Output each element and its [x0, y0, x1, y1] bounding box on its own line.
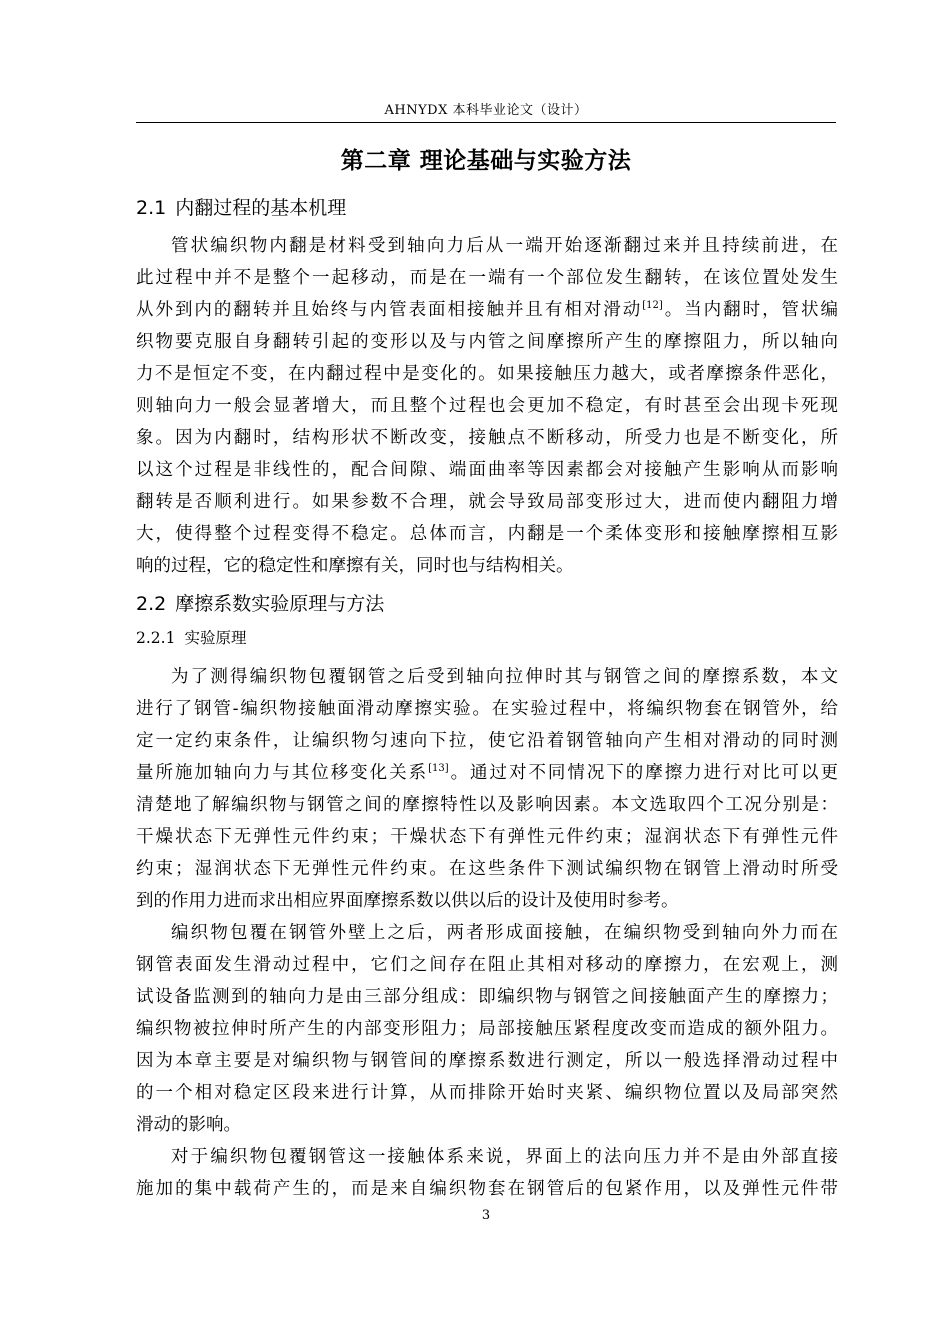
text-line: 进行了钢管-编织物接触面滑动摩擦实验。在实验过程中，将编织物套在钢管外，给	[136, 699, 838, 719]
text-line: 的一个相对稳定区段来进行计算，从而排除开始时夹紧、编织物位置以及局部突然	[136, 1083, 838, 1103]
text-line: 象。因为内翻时，结构形状不断改变，接触点不断移动，所受力也是不断变化，所	[136, 428, 838, 448]
text-line: 编织物包覆在钢管外壁上之后，两者形成面接触，在编织物受到轴向外力而在	[171, 923, 838, 943]
text-line: 清楚地了解编织物与钢管之间的摩擦特性以及影响因素。本文选取四个工况分别是：	[136, 795, 838, 815]
text-line: 为了测得编织物包覆钢管之后受到轴向拉伸时其与钢管之间的摩擦系数，本文	[171, 667, 838, 687]
text-line: 钢管表面发生滑动过程中，它们之间存在阻止其相对移动的摩擦力，在宏观上，测	[136, 955, 838, 975]
text-line: 干燥状态下无弹性元件约束；干燥状态下有弹性元件约束；湿润状态下有弹性元件	[136, 827, 838, 847]
section-title: 摩擦系数实验原理与方法	[175, 593, 385, 615]
text-line: 响的过程，它的稳定性和摩擦有关，同时也与结构相关。	[136, 556, 574, 576]
section-title: 内翻过程的基本机理	[175, 197, 347, 219]
paragraph-2-2-1-body	[136, 661, 838, 917]
section-heading-2-1	[136, 194, 346, 222]
text-line: 定一定约束条件，让编织物匀速向下拉，使它沿着钢管轴向产生相对滑动的同时测	[136, 731, 838, 751]
text-line: 试设备监测到的轴向力是由三部分组成：即编织物与钢管之间接触面产生的摩擦力；	[136, 987, 838, 1007]
text-line: 对于编织物包覆钢管这一接触体系来说，界面上的法向压力并不是由外部直接	[171, 1147, 838, 1167]
subsection-title: 实验原理	[184, 629, 247, 647]
text-line: 则轴向力一般会显著增大，而且整个过程也会更加不稳定，有时甚至会出现卡死现	[136, 396, 838, 416]
text-line: 此过程中并不是整个一起移动，而是在一端有一个部位发生翻转，在该位置处发生	[136, 268, 838, 288]
chapter-title: 第二章 理论基础与实验方法	[340, 148, 632, 174]
text-line: 到的作用力进而求出相应界面摩擦系数以供以后的设计及使用时参考。	[136, 891, 679, 911]
text-line: 编织物被拉伸时所产生的内部变形阻力；局部接触压紧程度改变而造成的额外阻力。	[136, 1019, 838, 1039]
text-run: 量所施加轴向力与其位移变化关系	[136, 763, 429, 783]
paragraph-2-1-body	[136, 230, 838, 582]
text-line	[136, 757, 838, 789]
subsection-heading-2-2-1	[136, 626, 246, 650]
text-line: 管状编织物内翻是材料受到轴向力后从一端开始逐渐翻过来并且持续前进，在	[171, 236, 838, 256]
text-run: 从外到内的翻转并且始终与内管表面相接触并且有相对滑动	[136, 300, 643, 320]
text-run: 。通过对不同情况下的摩擦力进行对比可以更	[448, 763, 839, 783]
text-line: 因为本章主要是对编织物与钢管间的摩擦系数进行测定，所以一般选择滑动过程中	[136, 1051, 838, 1071]
text-line: 力不是恒定不变，在内翻过程中是变化的。如果接触压力越大，或者摩擦条件恶化，	[136, 364, 838, 384]
running-header: AHNYDX 本科毕业论文（设计）	[384, 103, 588, 118]
paragraph-2-2-1-body-3	[136, 1141, 838, 1205]
text-line: 滑动的影响。	[136, 1115, 241, 1135]
text-line: 约束；湿润状态下无弹性元件约束。在这些条件下测试编织物在钢管上滑动时所受	[136, 859, 838, 879]
text-line: 大，使得整个过程变得不稳定。总体而言，内翻是一个柔体变形和接触摩擦相互影	[136, 524, 838, 544]
section-number: 2.2	[136, 593, 167, 615]
citation-ref: [13]	[428, 763, 449, 774]
paragraph-2-2-1-body-2	[136, 917, 838, 1141]
text-run: 。当内翻时，管状编	[662, 300, 838, 320]
subsection-number: 2.2.1	[136, 629, 176, 647]
section-heading-2-2	[136, 590, 384, 618]
text-line: 以这个过程是非线性的，配合间隙、端面曲率等因素都会对接触产生影响从而影响	[136, 460, 838, 480]
text-line: 织物要克服自身翻转引起的变形以及与内管之间摩擦所产生的摩擦阻力，所以轴向	[136, 332, 838, 352]
text-line: 翻转是否顺利进行。如果参数不合理，就会导致局部变形过大，进而使内翻阻力增	[136, 492, 838, 512]
citation-ref: [12]	[642, 300, 663, 311]
text-line	[136, 294, 838, 326]
header-rule	[136, 122, 836, 123]
text-line: 施加的集中载荷产生的，而是来自编织物套在钢管后的包紧作用，以及弹性元件带	[136, 1179, 838, 1199]
page-number: 3	[481, 1208, 491, 1223]
section-number: 2.1	[136, 197, 167, 219]
